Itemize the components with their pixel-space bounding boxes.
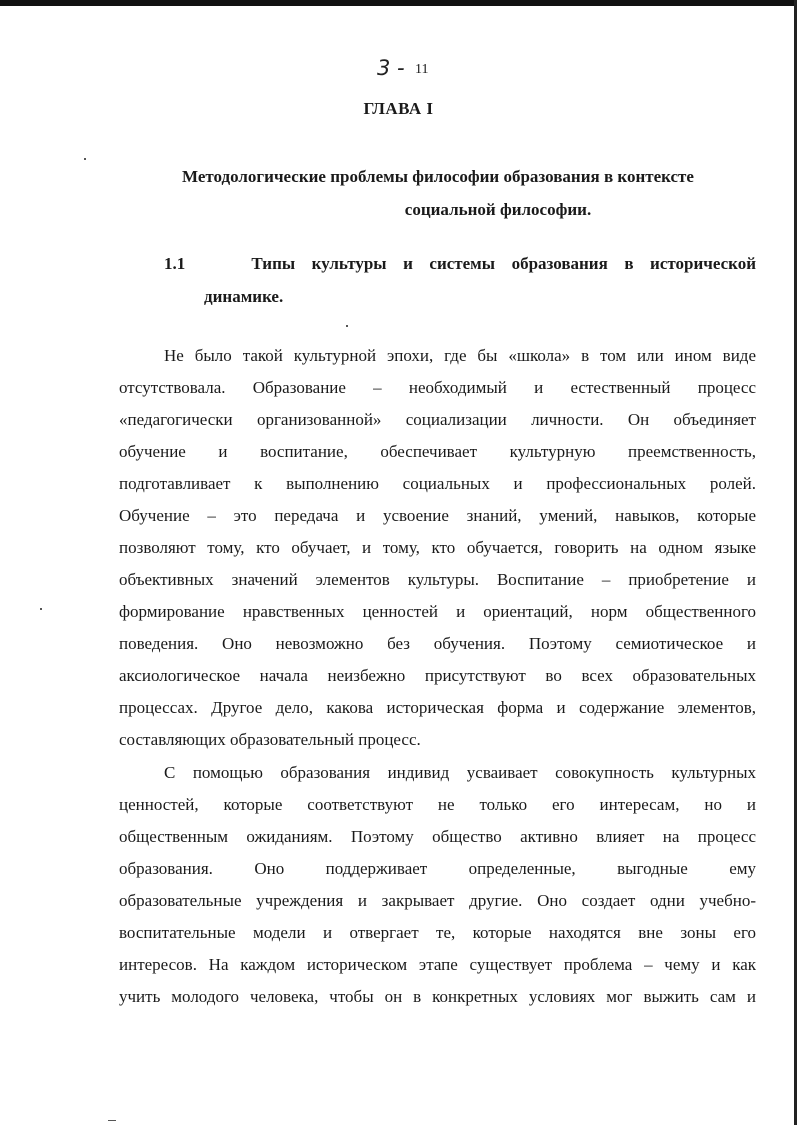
section-line bbox=[164, 247, 756, 280]
page-number bbox=[0, 56, 797, 84]
text-line: формирование нравственных ценностей и ориентаций, норм общественного bbox=[119, 602, 756, 621]
section-title-line2: динамике. bbox=[204, 287, 284, 306]
text-line: аксиологическое начала неизбежно присутствуют во всех образовательных bbox=[119, 666, 756, 685]
text-line: процессах. Другое дело, какова историческая форма и содержание элементов, bbox=[119, 698, 756, 717]
scan-speck bbox=[84, 158, 86, 160]
scan-speck bbox=[346, 325, 348, 327]
text-line: Обучение – это передача и усвоение знаний, умений, навыков, которые bbox=[119, 506, 756, 525]
text-line: образования. Оно поддерживает определенные, выгодные ему bbox=[119, 859, 756, 878]
text-line: Не было такой культурной эпохи, где бы «школа» в том или ином виде bbox=[164, 346, 756, 365]
subtitle-line: социальной философии. bbox=[404, 200, 592, 219]
text-line: отсутствовала. Образование – необходимый и естественный процесс bbox=[119, 378, 756, 397]
text-line: общественным ожиданиям. Поэтому общество активно влияет на процесс bbox=[119, 827, 756, 846]
paragraph-2 bbox=[119, 757, 756, 1013]
scan-speck bbox=[108, 1120, 116, 1121]
chapter-heading: ГЛАВА I bbox=[363, 99, 434, 118]
printed-page-number: 11 bbox=[415, 62, 429, 77]
text-line: позволяют тому, кто обучает, и тому, кто обучается, говорить на одном языке bbox=[119, 538, 756, 557]
text-line: учить молодого человека, чтобы он в конкретных условиях мог выжить сам и bbox=[119, 987, 756, 1006]
scan-top-border bbox=[0, 0, 797, 6]
scan-speck bbox=[40, 608, 42, 610]
text-line: составляющих образовательный процесс. bbox=[119, 730, 421, 749]
subtitle-line: Методологические проблемы философии образования в контексте bbox=[182, 167, 694, 186]
handwritten-page-number: 3 - bbox=[377, 56, 405, 80]
text-line: подготавливает к выполнению социальных и профессиональных ролей. bbox=[119, 474, 756, 493]
text-line: С помощью образования индивид усваивает совокупность культурных bbox=[164, 763, 756, 782]
chapter-subtitle bbox=[120, 160, 756, 226]
text-line: обучение и воспитание, обеспечивает культурную преемственность, bbox=[119, 442, 756, 461]
text-line: «педагогически организованной» социализации личности. Он объединяет bbox=[119, 410, 756, 429]
text-line: ценностей, которые соответствуют не только его интересам, но и bbox=[119, 795, 756, 814]
section-title-line1: Типы культуры и системы образования в исторической bbox=[251, 254, 757, 273]
text-line: объективных значений элементов культуры. Воспитание – приобретение и bbox=[119, 570, 756, 589]
text-line: поведения. Оно невозможно без обучения. Поэтому семиотическое и bbox=[119, 634, 756, 653]
paragraph-1 bbox=[119, 340, 756, 756]
text-line: образовательные учреждения и закрывает другие. Оно создает одни учебно- bbox=[119, 891, 756, 910]
section-number: 1.1 bbox=[164, 254, 186, 273]
section-heading bbox=[164, 247, 756, 313]
text-line: воспитательные модели и отвергает те, которые находятся вне зоны его bbox=[119, 923, 756, 942]
text-line: интересов. На каждом историческом этапе существует проблема – чему и как bbox=[119, 955, 756, 974]
